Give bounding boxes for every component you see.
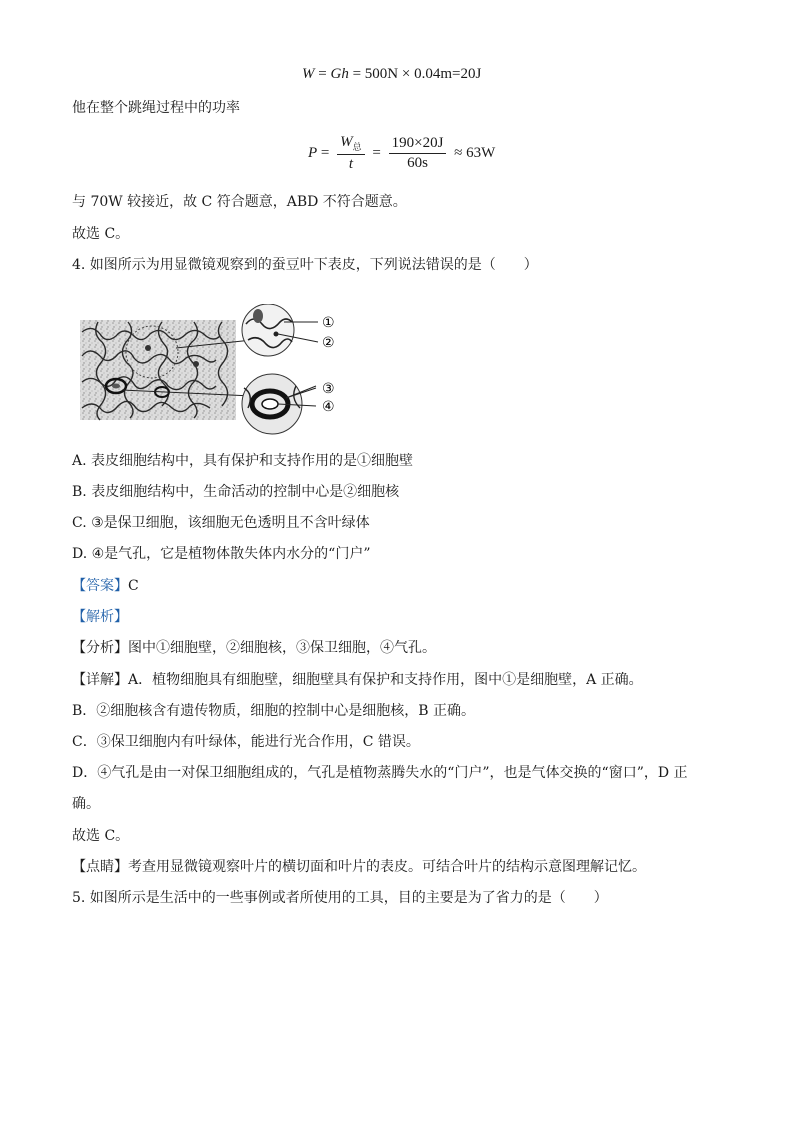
fraction-numeric [389, 135, 447, 172]
formula-var-w: W [302, 66, 315, 82]
fraction-den-60s: 60s [407, 155, 428, 171]
xiangjie-line [72, 670, 643, 690]
choose-c-text-2: 故选 C。 [72, 828, 130, 844]
formula-work [302, 66, 481, 83]
formula-power [308, 134, 495, 173]
power-intro-text: 他在整个跳绳过程中的功率 [72, 100, 240, 116]
option-d: D. ④是气孔，它是植物体散失体内水分的“门户” [72, 546, 371, 562]
xiangjie-d-2: 确。 [72, 796, 100, 812]
xiangjie-tag: 【详解】 [72, 672, 128, 688]
formula-eq2: = [372, 145, 381, 161]
answer-line [72, 576, 139, 596]
formula-approx: ≈ 63W [454, 145, 496, 161]
fraction-w-over-t [337, 134, 365, 173]
magnified-stoma-circle [242, 374, 302, 434]
answer-value: C [128, 578, 139, 594]
figure-label-3: ③ [322, 381, 335, 397]
choose-c-text-1: 故选 C。 [72, 226, 130, 242]
option-b: B. 表皮细胞结构中，生命活动的控制中心是②细胞核 [72, 484, 400, 500]
xiangjie-b: B．②细胞核含有遗传物质，细胞的控制中心是细胞核，B 正确。 [72, 703, 476, 719]
dianjing-text: 考查用显微镜观察叶片的横切面和叶片的表皮。可结合叶片的结构示意图理解记忆。 [128, 859, 646, 875]
analysis-tag: 【解析】 [72, 609, 128, 625]
formula-eq: = [320, 145, 330, 161]
fenxi-tag: 【分析】 [72, 640, 128, 656]
formula-var-g: G [330, 66, 342, 82]
formula-eq: = [318, 66, 327, 82]
figure-label-1: ① [322, 315, 335, 331]
fraction-num-w: W [340, 134, 353, 150]
figure-label-4: ④ [322, 399, 335, 415]
xiangjie-a: A．植物细胞具有细胞壁，细胞壁具有保护和支持作用，图中①是细胞壁，A 正确。 [128, 672, 643, 688]
question-5: 5. 如图所示是生活中的一些事例或者所使用的工具，目的主要是为了省力的是（ ） [72, 890, 608, 906]
option-c: C. ③是保卫细胞，该细胞无色透明且不含叶绿体 [72, 515, 370, 531]
conclusion-text: 与 70W 较接近，故 C 符合题意，ABD 不符合题意。 [72, 194, 407, 210]
formula-var-h: h [341, 66, 349, 82]
fraction-num-190x20: 190×20J [389, 135, 447, 154]
formula-var-p: P [308, 145, 318, 161]
question-4: 4. 如图所示为用显微镜观察到的蚕豆叶下表皮，下列说法错误的是（ ） [72, 257, 538, 273]
magnified-cell-circle [242, 304, 294, 356]
formula-rest: = 500N × 0.04m=20J [352, 66, 482, 82]
fraction-den-t: t [348, 156, 353, 172]
micrograph-panel [80, 320, 236, 420]
figure-label-2: ② [322, 335, 335, 351]
leaf-epidermis-figure [76, 304, 356, 440]
fenxi-line [72, 638, 436, 658]
fenxi-text: 图中①细胞壁，②细胞核，③保卫细胞，④气孔。 [128, 640, 436, 656]
xiangjie-c: C．③保卫细胞内有叶绿体，能进行光合作用，C 错误。 [72, 734, 420, 750]
dianjing-line [72, 857, 646, 877]
answer-tag: 【答案】 [72, 578, 128, 594]
xiangjie-d-1: D．④气孔是由一对保卫细胞组成的，气孔是植物蒸腾失水的“门户”，也是气体交换的“窗口”，D 正 [72, 765, 688, 781]
fraction-num-sub: 总 [352, 142, 362, 152]
option-a: A. 表皮细胞结构中，具有保护和支持作用的是①细胞壁 [72, 453, 414, 469]
dianjing-tag: 【点睛】 [72, 859, 128, 875]
